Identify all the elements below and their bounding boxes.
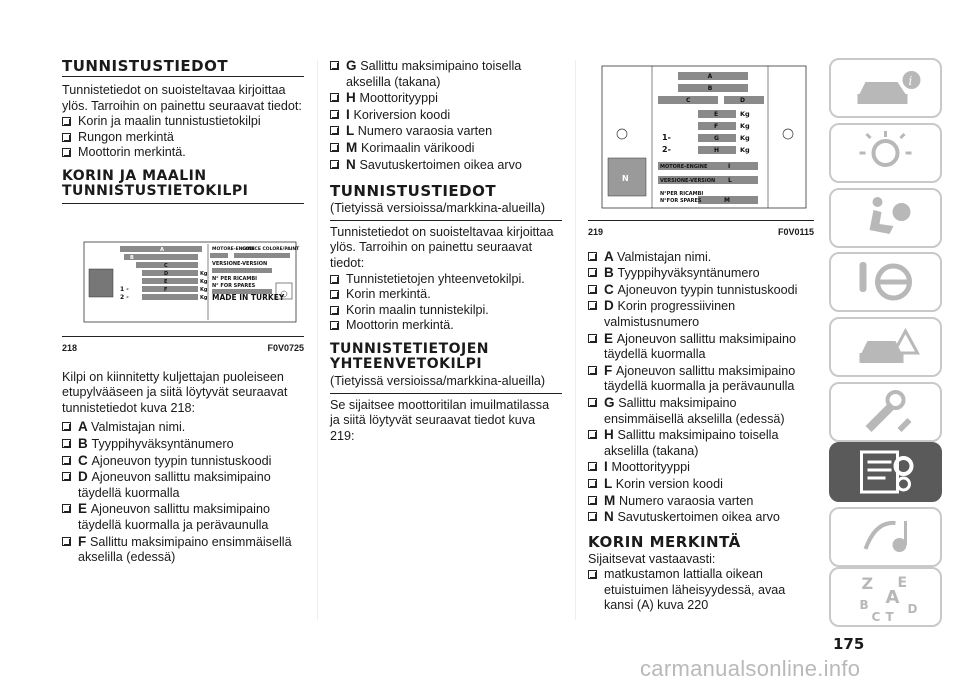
checkbox-bullet-icon xyxy=(588,512,597,521)
paragraph-kilpi: Kilpi on kiinnitetty kuljettajan puoleiseen etupylvääseen ja siitä löytyvät seuraavat tunnistetiedot kuva 218: xyxy=(62,369,288,415)
plate219-letter-b: B xyxy=(707,85,713,92)
item-text: Ajoneuvon sallittu maksimipaino täydellä kuormalla ja perävaunulla xyxy=(604,363,796,394)
checkbox-bullet-icon xyxy=(330,275,339,284)
key-item-m xyxy=(330,140,562,157)
key-item-b xyxy=(62,436,304,453)
key-list-3 xyxy=(588,249,814,526)
key-item-l xyxy=(588,476,814,493)
plate218-ricambi: N° PER RICAMBI xyxy=(212,275,257,282)
svg-text:T: T xyxy=(885,610,894,624)
subheading-versions-2: (Tietyissä versioissa/markkina-alueilla) xyxy=(330,373,546,388)
key-letter: C xyxy=(78,452,92,468)
item-text: Korin merkintä. xyxy=(346,287,431,302)
figure-219-number: 219 xyxy=(588,227,604,237)
key-item-c xyxy=(588,282,814,299)
plate219-letter-d: D xyxy=(740,97,745,104)
key-item-e xyxy=(588,331,814,363)
key-item-c xyxy=(62,453,304,470)
plate218-letter-a: A xyxy=(160,246,164,253)
plate218-kg-1: Kg xyxy=(200,270,208,277)
side-tab-maintenance-tools[interactable] xyxy=(829,382,942,442)
side-tab-airbag-seat[interactable] xyxy=(829,188,942,248)
item-text: Numero varaosia varten xyxy=(357,124,493,139)
key-letter: H xyxy=(604,427,618,443)
plate218-versione: VERSIONE-VERSION xyxy=(212,260,268,267)
key-letter: M xyxy=(604,492,619,508)
plate218-letter-b: B xyxy=(130,254,134,261)
key-item-d xyxy=(62,469,304,501)
plate219-ricambi: N°PER RICAMBI xyxy=(660,191,704,197)
key-letter: I xyxy=(604,459,612,475)
key-letter: C xyxy=(604,281,618,297)
item-text: Tyyppihyväksyntänumero xyxy=(91,436,234,451)
key-letter: E xyxy=(78,501,91,517)
item-text: Tyyppihyväksyntänumero xyxy=(617,266,760,281)
item-text: Ajoneuvon tyypin tunnistuskoodi xyxy=(617,282,798,297)
plate-219-wrapper xyxy=(588,58,814,221)
svg-text:Z: Z xyxy=(861,574,874,593)
key-item-n xyxy=(330,157,562,174)
svg-text:A: A xyxy=(885,587,900,608)
item-text: Ajoneuvon tyypin tunnistuskoodi xyxy=(91,453,272,468)
item-text: Numero varaosia varten xyxy=(619,493,754,508)
column-1 xyxy=(62,58,304,566)
checkbox-bullet-icon xyxy=(62,504,71,513)
subheading-versions: (Tietyissä versioissa/markkina-alueilla) xyxy=(330,201,546,216)
airbag-seat-icon xyxy=(831,233,940,250)
item-text: Sallittu maksimipaino toisella akselilla (takana) xyxy=(604,428,779,458)
key-letter: D xyxy=(604,298,618,314)
key-item-l xyxy=(330,123,562,140)
checkbox-bullet-icon xyxy=(330,93,339,102)
list-item xyxy=(330,318,562,334)
plate219-letter-c: C xyxy=(686,97,691,104)
item-text: Tunnistetietojen yhteenvetokilpi. xyxy=(346,271,525,286)
checkbox-bullet-icon xyxy=(588,301,597,310)
plate219-letter-m: M xyxy=(724,197,730,204)
key-item-f xyxy=(62,534,304,566)
key-item-a xyxy=(62,419,304,436)
item-text: Valmistajan nimi. xyxy=(617,249,712,264)
item-text: Koriversion koodi xyxy=(353,107,451,122)
item-text: Sallittu maksimipaino ensimmäisellä akselilla (edessä) xyxy=(604,395,785,426)
list-item-matkustamon xyxy=(588,567,814,614)
plate218-made: MADE IN TURKEY xyxy=(212,292,285,302)
column-2 xyxy=(330,58,562,444)
plate219-kg-1: Kg xyxy=(740,110,750,118)
plate-219-diagram xyxy=(588,58,814,216)
intro-sijaitsevat: Sijaitsevat vastaavasti: xyxy=(588,551,716,566)
plate218-motore: MOTORE-ENGINE xyxy=(212,246,255,252)
key-item-g xyxy=(330,58,562,90)
column-divider xyxy=(317,60,318,620)
key-letter: N xyxy=(346,156,360,172)
column-divider-2 xyxy=(575,60,576,620)
plate219-row1: 1- xyxy=(662,133,671,142)
item-text: Rungon merkintä xyxy=(78,129,174,144)
index-letters-icon xyxy=(831,574,940,629)
checkbox-bullet-icon xyxy=(330,321,339,330)
key-letter: M xyxy=(346,139,361,155)
key-letter: B xyxy=(604,265,618,281)
page-number: 175 xyxy=(833,635,865,653)
plate218-kg-3: Kg xyxy=(200,286,208,293)
checkbox-bullet-icon xyxy=(62,439,71,448)
item-text: Savutuskertoimen oikea arvo xyxy=(359,157,522,172)
watermark: carmanualsonline.info xyxy=(640,656,861,681)
list-item xyxy=(62,130,304,146)
car-info-icon xyxy=(831,74,940,120)
figure-219 xyxy=(588,58,814,241)
item-text: Savutuskertoimen oikea arvo xyxy=(617,510,780,525)
key-letter: D xyxy=(78,469,92,485)
key-item-d xyxy=(588,298,814,330)
items-list-1 xyxy=(62,114,304,161)
item-text: Korin maalin tunnistekilpi. xyxy=(346,302,489,317)
key-letter: F xyxy=(78,533,90,549)
item-text: Valmistajan nimi. xyxy=(91,420,186,435)
key-item-a xyxy=(588,249,814,266)
heading-rule xyxy=(62,76,304,77)
item-text: Moottorin merkintä. xyxy=(346,318,454,333)
checkbox-bullet-icon xyxy=(330,110,339,119)
side-tab-steering-key[interactable] xyxy=(829,252,942,312)
item-text: Ajoneuvon sallittu maksimipaino täydellä kuormalla xyxy=(78,470,271,500)
key-letter: G xyxy=(604,394,619,410)
checkbox-bullet-icon xyxy=(330,306,339,315)
checkbox-bullet-icon xyxy=(588,334,597,343)
figure-218 xyxy=(62,232,304,357)
key-letter: L xyxy=(604,475,616,491)
item-text: Sallittu maksimipaino ensimmäisellä akselilla (edessä) xyxy=(78,534,292,565)
key-list-1 xyxy=(62,419,304,565)
svg-text:E: E xyxy=(897,575,908,591)
technical-data-icon xyxy=(831,487,940,504)
plate218-letter-f: F xyxy=(164,286,168,293)
key-letter: H xyxy=(346,90,360,106)
plate218-codice: CODICE COLORE/PAINT xyxy=(242,246,300,252)
heading-rule-4 xyxy=(330,393,562,394)
key-letter: L xyxy=(346,123,358,139)
intro-text-2: Tunnistetiedot on suoisteltavaa kirjoittaa ylös. Tarroihin on painettu seuraavat tiedot: xyxy=(330,224,554,270)
plate219-letter-h: H xyxy=(714,147,720,154)
side-tab-index-letters[interactable] xyxy=(829,567,942,627)
checkbox-bullet-icon xyxy=(330,126,339,135)
key-letter: A xyxy=(604,248,617,264)
checkbox-bullet-icon xyxy=(62,537,71,546)
list-item xyxy=(330,287,562,303)
figure-218-number: 218 xyxy=(62,342,78,353)
key-item-m xyxy=(588,493,814,510)
list-item xyxy=(330,272,562,288)
key-letter: E xyxy=(604,330,617,346)
checkbox-bullet-icon xyxy=(62,472,71,481)
items-list-2 xyxy=(330,272,562,334)
figure-218-caption xyxy=(62,341,304,357)
key-letter: B xyxy=(78,435,92,451)
plate218-row1: 1 - xyxy=(120,285,129,293)
heading-yhteenvetokilpi: TUNNISTETIETOJEN YHTEENVETOKILPI xyxy=(330,340,490,372)
key-item-f xyxy=(588,363,814,395)
heading-rule-3 xyxy=(330,220,562,221)
checkbox-bullet-icon xyxy=(62,456,71,465)
item-text: Ajoneuvon sallittu maksimipaino täydellä kuormalla xyxy=(604,331,796,362)
list-item-text: matkustamon lattialla oikean etuistuimen läheisyydessä, avaa kansi (A) kuva 220 xyxy=(604,567,786,613)
heading-korin-merkinta: KORIN MERKINTÄ xyxy=(588,532,741,551)
item-text: Moottorityyppi xyxy=(359,91,438,106)
checkbox-bullet-icon xyxy=(588,462,597,471)
svg-text:C: C xyxy=(871,610,881,624)
intro-text: Tunnistetiedot on suoisteltavaa kirjoittaa ylös. Tarroihin on painettu seuraavat tiedot: xyxy=(62,83,302,113)
figure-218-code: F0V0725 xyxy=(267,342,304,353)
plate218-letter-e: E xyxy=(164,278,168,285)
key-item-h xyxy=(330,90,562,107)
checkbox-bullet-icon xyxy=(62,117,71,126)
svg-text:D: D xyxy=(907,602,918,616)
warning-car-icon xyxy=(831,362,940,379)
plate219-kg-2: Kg xyxy=(740,122,750,130)
plate218-spares: N° FOR SPARES xyxy=(212,282,256,289)
plate219-spares: N°FOR SPARES xyxy=(660,198,702,204)
side-tab-car-info[interactable] xyxy=(829,58,942,118)
side-tab-multimedia[interactable] xyxy=(829,507,942,567)
heading-korin-ja-maalin: KORIN JA MAALIN TUNNISTUSTIETOKILPI xyxy=(62,167,249,199)
plate218-letter-c: C xyxy=(164,262,168,269)
checkbox-bullet-icon xyxy=(62,422,71,431)
key-item-b xyxy=(588,265,814,282)
item-text: Korin ja maalin tunnistustietokilpi xyxy=(78,114,261,129)
key-item-h xyxy=(588,427,814,459)
item-text: Korimaalin värikoodi xyxy=(361,140,475,155)
plate219-letter-i: I xyxy=(728,163,731,170)
checkbox-bullet-icon xyxy=(588,398,597,407)
list-item xyxy=(330,303,562,319)
checkbox-bullet-icon xyxy=(588,570,597,579)
plate-218-wrapper xyxy=(62,232,304,337)
paragraph-sijaitsee: Se sijaitsee moottoritilan imuilmatilassa ja siitä löytyvät seuraavat tiedot kuva 219: xyxy=(330,397,550,443)
side-tab-warning-car[interactable] xyxy=(829,317,942,377)
checkbox-bullet-icon xyxy=(62,148,71,157)
checkbox-bullet-icon xyxy=(330,160,339,169)
checkbox-bullet-icon xyxy=(62,133,71,142)
side-tab-dashboard-lights[interactable] xyxy=(829,123,942,183)
checkbox-bullet-icon xyxy=(330,290,339,299)
plate218-kg-4: Kg xyxy=(200,294,208,301)
item-text: Korin progressiivinen valmistusnumero xyxy=(604,299,736,329)
key-item-n xyxy=(588,509,814,526)
plate218-row2: 2 - xyxy=(120,293,129,301)
plate219-kg-4: Kg xyxy=(740,146,750,154)
plate219-n: N xyxy=(622,174,629,183)
checkbox-bullet-icon xyxy=(330,61,339,70)
checkbox-bullet-icon xyxy=(588,479,597,488)
checkbox-bullet-icon xyxy=(330,143,339,152)
heading-rule-2 xyxy=(62,203,304,204)
heading-tunnistustiedot-2: TUNNISTUSTIEDOT xyxy=(330,182,497,201)
key-item-g xyxy=(588,395,814,427)
plate219-letter-e: E xyxy=(714,111,719,118)
checkbox-bullet-icon xyxy=(588,252,597,261)
key-letter: A xyxy=(78,419,91,435)
key-item-i xyxy=(588,459,814,476)
item-text: Ajoneuvon sallittu maksimipaino täydellä kuormalla ja perävaunulla xyxy=(78,502,270,532)
key-letter: I xyxy=(346,106,354,122)
plate219-letter-a: A xyxy=(707,73,713,80)
plate218-kg-2: Kg xyxy=(200,278,208,285)
list-item xyxy=(62,114,304,130)
figure-219-caption xyxy=(588,225,814,241)
key-list-2 xyxy=(330,58,562,173)
svg-text:B: B xyxy=(859,598,869,612)
checkbox-bullet-icon xyxy=(588,268,597,277)
plate-218-diagram xyxy=(62,232,304,332)
plate219-versione: VERSIONE-VERSION xyxy=(660,178,716,184)
item-text: Moottorityyppi xyxy=(611,460,690,475)
heading-tunnistustiedot: TUNNISTUSTIEDOT xyxy=(62,57,229,75)
side-tab-technical-data[interactable] xyxy=(829,442,942,502)
dashboard-lights-icon xyxy=(831,168,940,185)
plate219-motore: MOTORE-ENGINE xyxy=(660,164,708,170)
plate219-row2: 2- xyxy=(662,145,671,154)
item-text: Moottorin merkintä. xyxy=(78,145,186,160)
plate219-letter-f: F xyxy=(714,123,719,130)
plate218-letter-d: D xyxy=(164,270,169,277)
checkbox-bullet-icon xyxy=(588,285,597,294)
key-letter: F xyxy=(604,362,616,378)
figure-219-code: F0V0115 xyxy=(777,227,814,237)
checkbox-bullet-icon xyxy=(588,496,597,505)
key-letter: N xyxy=(604,509,618,525)
plate219-letter-g: G xyxy=(714,135,719,142)
plate219-letter-l: L xyxy=(728,177,732,184)
item-text: Sallittu maksimipaino toisella akselilla (takana) xyxy=(346,59,522,89)
item-text: Korin version koodi xyxy=(615,476,723,491)
key-letter: G xyxy=(346,58,361,73)
svg-text:i: i xyxy=(908,74,913,88)
list-item xyxy=(62,145,304,161)
key-item-e xyxy=(62,501,304,533)
key-item-i xyxy=(330,107,562,124)
plate219-kg-3: Kg xyxy=(740,134,750,142)
steering-key-icon xyxy=(831,297,940,314)
checkbox-bullet-icon xyxy=(588,366,597,375)
column-3 xyxy=(588,58,814,614)
checkbox-bullet-icon xyxy=(588,430,597,439)
